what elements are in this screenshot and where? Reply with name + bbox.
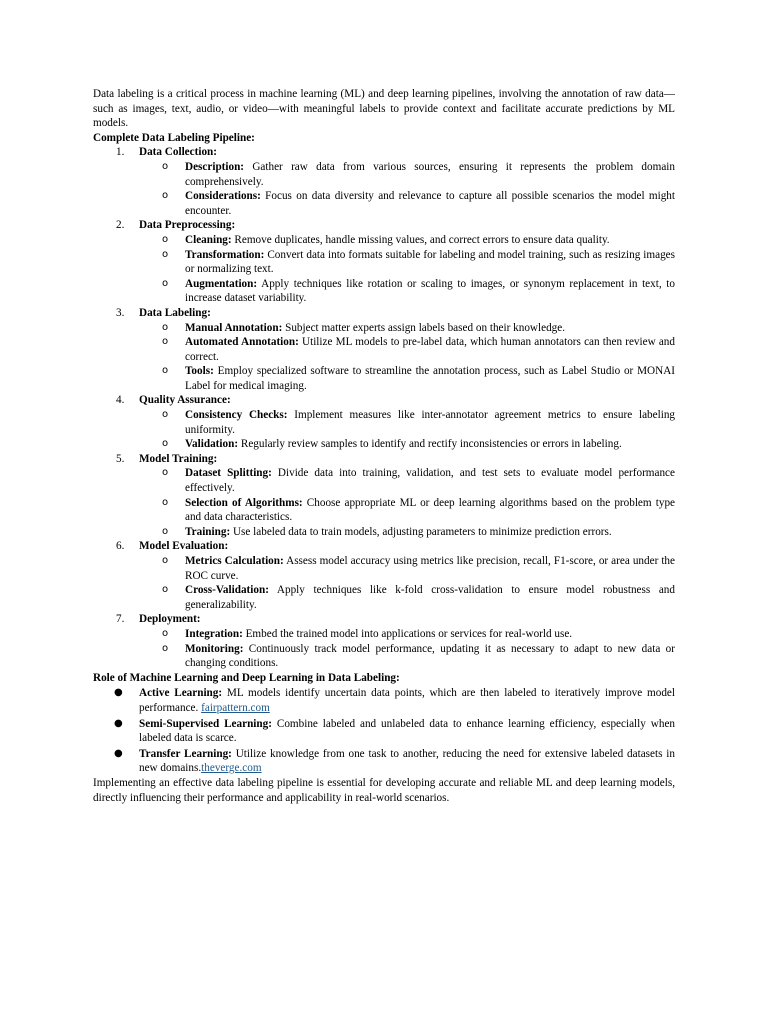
- detail-text: Remove duplicates, handle missing values, and correct errors to ensure data quality.: [231, 233, 610, 246]
- conclusion-paragraph: Implementing an effective data labeling pipeline is essential for developing accurate and reliable ML and deep learning models, directly influencing their performance and applicability in real-world scenarios.: [93, 776, 675, 804]
- detail-text: Apply techniques like rotation or scaling to images, or synonym replacement in text, to increase dataset variability.: [185, 277, 675, 305]
- pipeline-steps-list: [93, 145, 675, 670]
- step-detail-item: [93, 189, 675, 218]
- detail-text: Embed the trained model into applications or services for real-world use.: [242, 627, 573, 640]
- step-title: Data Labeling:: [139, 306, 211, 319]
- role-text: ML models identify uncertain data points, which are then labeled to iteratively improve model performance.: [139, 687, 675, 714]
- circle-bullet-icon: o: [162, 525, 169, 537]
- step-number: 7.: [116, 613, 125, 626]
- circle-bullet-icon: o: [162, 627, 169, 639]
- step-number: 1.: [116, 146, 125, 159]
- bullet-dot-icon: ●: [114, 717, 123, 729]
- circle-bullet-icon: o: [162, 160, 169, 172]
- role-term: Transfer Learning:: [139, 747, 232, 760]
- source-link[interactable]: fairpattern.com: [201, 701, 270, 714]
- role-text: Utilize knowledge from one task to another, reducing the need for extensive labeled datasets in new domains.: [139, 747, 675, 775]
- role-item: [93, 717, 675, 746]
- step-detail-item: [93, 277, 675, 306]
- detail-term: Automated Annotation:: [185, 336, 299, 349]
- bullet-dot-icon: ●: [114, 747, 123, 759]
- circle-bullet-icon: o: [162, 233, 169, 245]
- source-link[interactable]: theverge.com: [201, 762, 262, 775]
- circle-bullet-icon: o: [162, 190, 169, 202]
- circle-bullet-icon: o: [162, 496, 169, 508]
- circle-bullet-icon: o: [162, 277, 169, 289]
- detail-term: Transformation:: [185, 248, 265, 261]
- detail-text: Convert data into formats suitable for labeling and model training, such as resizing images or normalizing text.: [185, 248, 675, 276]
- circle-bullet-icon: o: [162, 321, 169, 333]
- role-term: Semi-Supervised Learning:: [139, 717, 272, 730]
- step-detail-item: [93, 437, 675, 452]
- detail-text: Assess model accuracy using metrics like precision, recall, F1-score, or area under the ROC curve.: [185, 555, 675, 582]
- step-title: Quality Assurance:: [139, 394, 231, 407]
- circle-bullet-icon: o: [162, 555, 169, 566]
- step-detail-item: [93, 554, 675, 583]
- detail-text: Gather raw data from various sources, ensuring it represents the problem domain comprehensively.: [185, 160, 675, 188]
- step-number: 3.: [116, 306, 125, 319]
- step-detail-item: [93, 321, 675, 336]
- detail-term: Cross-Validation:: [185, 584, 269, 597]
- detail-term: Training:: [185, 525, 231, 538]
- step-detail-item: [93, 466, 675, 495]
- step-detail-item: [93, 364, 675, 393]
- step-number: 4.: [116, 394, 125, 407]
- detail-term: Consistency Checks:: [185, 409, 288, 422]
- step-number: 6.: [116, 540, 125, 553]
- pipeline-step: [93, 539, 675, 554]
- detail-text: Employ specialized software to streamline the annotation process, such as Label Studio or MONAI Label for medical imaging.: [185, 365, 675, 392]
- role-item: [93, 747, 675, 776]
- pipeline-step: [93, 612, 675, 627]
- step-detail-item: [93, 335, 675, 364]
- pipeline-step: [93, 452, 675, 467]
- detail-text: Apply techniques like k-fold cross-validation to ensure model robustness and generalizability.: [185, 584, 675, 611]
- role-item: [93, 686, 675, 715]
- detail-text: Subject matter experts assign labels based on their knowledge.: [282, 321, 566, 334]
- detail-term: Tools:: [185, 365, 214, 378]
- circle-bullet-icon: o: [162, 467, 169, 479]
- step-detail-item: [93, 496, 675, 525]
- detail-text: Continuously track model performance, updating it as necessary to adapt to new data or changing conditions.: [185, 642, 675, 670]
- detail-term: Cleaning:: [185, 233, 232, 246]
- document-page: [93, 87, 675, 805]
- bullet-dot-icon: ●: [114, 687, 123, 699]
- step-title: Model Evaluation:: [139, 540, 229, 553]
- step-title: Deployment:: [139, 613, 201, 626]
- detail-term: Considerations:: [185, 190, 261, 203]
- pipeline-step: [93, 218, 675, 233]
- step-detail-item: [93, 642, 675, 671]
- pipeline-heading: Complete Data Labeling Pipeline:: [93, 131, 255, 144]
- detail-text: Divide data into training, validation, and test sets to evaluate model performance effectively.: [185, 467, 675, 495]
- detail-term: Description:: [185, 160, 245, 173]
- circle-bullet-icon: o: [162, 409, 169, 421]
- detail-term: Dataset Splitting:: [185, 467, 272, 480]
- detail-term: Integration:: [185, 627, 243, 640]
- pipeline-step: [93, 306, 675, 321]
- roles-list: [93, 686, 675, 776]
- pipeline-step: [93, 145, 675, 160]
- detail-term: Metrics Calculation:: [185, 555, 284, 567]
- circle-bullet-icon: o: [162, 438, 169, 450]
- step-title: Data Collection:: [139, 146, 217, 159]
- step-number: 2.: [116, 219, 125, 232]
- step-detail-item: [93, 408, 675, 437]
- detail-term: Validation:: [185, 438, 239, 451]
- circle-bullet-icon: o: [162, 248, 169, 260]
- detail-text: Regularly review samples to identify and rectify inconsistencies or errors in labeling.: [238, 438, 622, 451]
- circle-bullet-icon: o: [162, 336, 169, 348]
- detail-term: Selection of Algorithms:: [185, 496, 303, 509]
- detail-text: Focus on data diversity and relevance to capture all possible scenarios the model might encounter.: [185, 190, 675, 217]
- step-detail-item: [93, 583, 675, 612]
- role-heading: Role of Machine Learning and Deep Learning in Data Labeling:: [93, 671, 400, 684]
- step-detail-item: [93, 525, 675, 540]
- circle-bullet-icon: o: [162, 642, 169, 654]
- circle-bullet-icon: o: [162, 365, 169, 377]
- pipeline-step: [93, 393, 675, 408]
- role-text: Combine labeled and unlabeled data to enhance learning efficiency, especially when labeled data is scarce.: [139, 717, 676, 745]
- step-title: Data Preprocessing:: [139, 219, 236, 232]
- step-detail-item: [93, 248, 675, 277]
- detail-text: Choose appropriate ML or deep learning algorithms based on the problem type and data characteristics.: [185, 496, 676, 524]
- step-title: Model Training:: [139, 452, 218, 465]
- detail-text: Implement measures like inter-annotator agreement metrics to ensure labeling uniformity.: [185, 409, 676, 436]
- detail-term: Manual Annotation:: [185, 321, 283, 334]
- detail-term: Monitoring:: [185, 642, 244, 655]
- circle-bullet-icon: o: [162, 584, 169, 596]
- step-detail-item: [93, 160, 675, 189]
- intro-paragraph: Data labeling is a critical process in machine learning (ML) and deep learning pipelines, involving the annotation of raw data—such as images, text, audio, or video—with meaningful labels to provide context and facilitate accurate predictions by ML models.: [93, 88, 675, 130]
- detail-term: Augmentation:: [185, 277, 258, 290]
- detail-text: Utilize ML models to pre-label data, which human annotators can then review and correct.: [185, 336, 675, 363]
- step-detail-item: [93, 233, 675, 248]
- step-number: 5.: [116, 452, 125, 465]
- detail-text: Use labeled data to train models, adjusting parameters to minimize prediction errors.: [230, 525, 612, 538]
- role-term: Active Learning:: [139, 687, 223, 700]
- step-detail-item: [93, 627, 675, 642]
